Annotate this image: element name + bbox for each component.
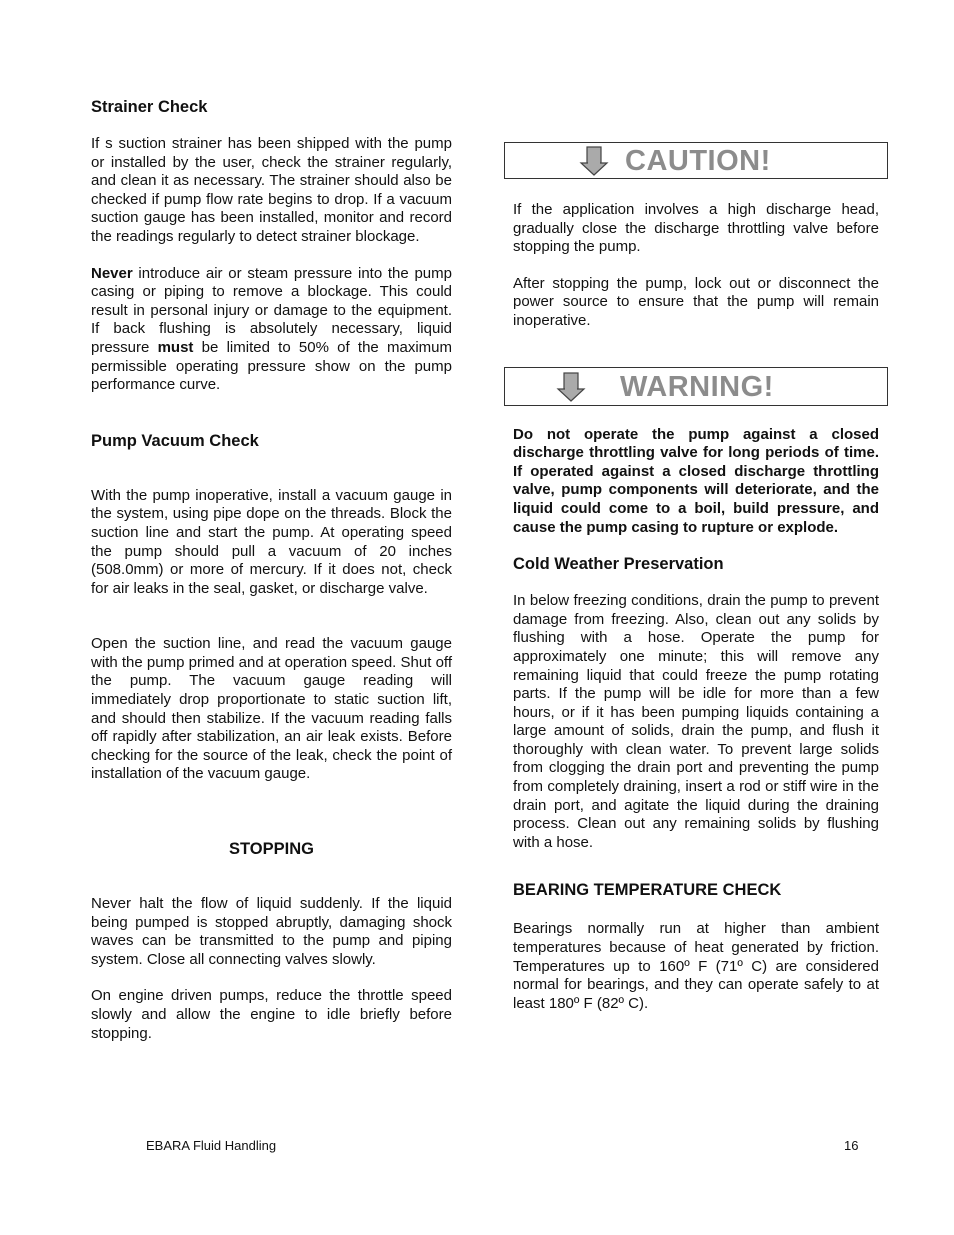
strainer-text-part-2: be limited to 50% of the maximum permissible operating pressure show on the pump performance curve.: [91, 338, 452, 394]
stopping-paragraph-2: On engine driven pumps, reduce the throttle speed slowly and allow the engine to idle briefly before stopping.: [91, 987, 452, 1042]
pump-vacuum-check-heading: Pump Vacuum Check: [91, 431, 259, 450]
strainer-text-part-1: introduce air or steam pressure into the pump casing or piping to remove a blockage. This could result in personal injury or damage to the equipment. If back flushing is absolutely necessary, liquid pressure: [91, 264, 452, 356]
left-column: [91, 97, 452, 1043]
strainer-check-heading: Strainer Check: [91, 98, 208, 116]
caution-label: CAUTION!: [625, 145, 771, 177]
cold-weather-paragraph: In below freezing conditions, drain the pump to prevent damage from freezing. Also, clean out any solids by flushing with a hose. Operate the pump for approximately one minute; this will remove any remaining liquid that could freeze the pump rotating parts. If the pump will be idle for more than a few hours, or if it has been pumping liquids containing a large amount of solids, drain the pump, and flush it thoroughly with clean water. To prevent large solids from clogging the drain port and preventing the pump from completely draining, insert a rod or stiff wire in the drain port, and agitate the liquid during the draining process. Clean out any remaining solids by flushing with a hose.: [513, 592, 879, 851]
warning-label: WARNING!: [620, 370, 774, 403]
right-column: [504, 142, 888, 1013]
vacuum-check-paragraph-1: With the pump inoperative, install a vacuum gauge in the system, using pipe dope on the threads. Block the suction line and start the pump. At operating speed the pump should pull a vacuum of 20 inches (508.0mm) or more of mercury. If it does not, check for air leaks in the seal, gasket, or discharge valve.: [91, 486, 452, 597]
never-emphasis: Never: [91, 264, 133, 282]
footer-company: EBARA Fluid Handling: [146, 1138, 277, 1153]
bearing-temperature-heading: BEARING TEMPERATURE CHECK: [513, 881, 782, 900]
down-arrow-icon: [579, 146, 609, 181]
down-arrow-icon: [556, 372, 586, 407]
strainer-check-paragraph-2: [91, 265, 452, 395]
must-emphasis: must: [157, 338, 194, 356]
cold-weather-heading: Cold Weather Preservation: [513, 555, 724, 574]
footer-page-number: 16: [844, 1138, 859, 1153]
strainer-check-paragraph-1: If s suction strainer has been shipped with the pump or installed by the user, check the strainer regularly, and clean it as necessary. The strainer should also be checked if pump flow rate begins to drop. If a vacuum suction gauge has been installed, monitor and record the readings regularly to detect strainer blockage.: [91, 135, 452, 245]
caution-paragraph-2: After stopping the pump, lock out or disconnect the power source to ensure that the pump will remain inoperative.: [513, 274, 879, 329]
stopping-heading: STOPPING: [229, 840, 314, 859]
stopping-paragraph-1: Never halt the flow of liquid suddenly. If the liquid being pumped is stopped abruptly, damaging shock waves can be transmitted to the pump and piping system. Close all connecting valves slowly.: [91, 895, 452, 968]
bearing-temperature-paragraph: Bearings normally run at higher than ambient temperatures because of heat generated by friction. Temperatures up to 160º F (71º C) are considered normal for bearings, and they can operate safely to at least 180º F (82º C).: [513, 920, 879, 1012]
caution-paragraph-1: If the application involves a high discharge head, gradually close the discharge throttling valve before stopping the pump.: [513, 201, 879, 256]
warning-banner: [504, 367, 888, 406]
warning-paragraph: Do not operate the pump against a closed discharge throttling valve for long periods of time. If operated against a closed discharge throttling valve, pump components will deteriorate, and the liquid could come to a boil, build pressure, and cause the pump casing to rupture or explode.: [513, 425, 879, 536]
caution-banner: [504, 142, 888, 179]
vacuum-check-paragraph-2: Open the suction line, and read the vacuum gauge with the pump primed and at operation speed. Shut off the pump. The vacuum gauge reading will immediately drop proportionate to static suction lift, and should then stabilize. If the vacuum reading falls off rapidly after stabilization, an air leak exists. Before checking for the source of the leak, check the point of installation of the vacuum gauge.: [91, 635, 452, 783]
